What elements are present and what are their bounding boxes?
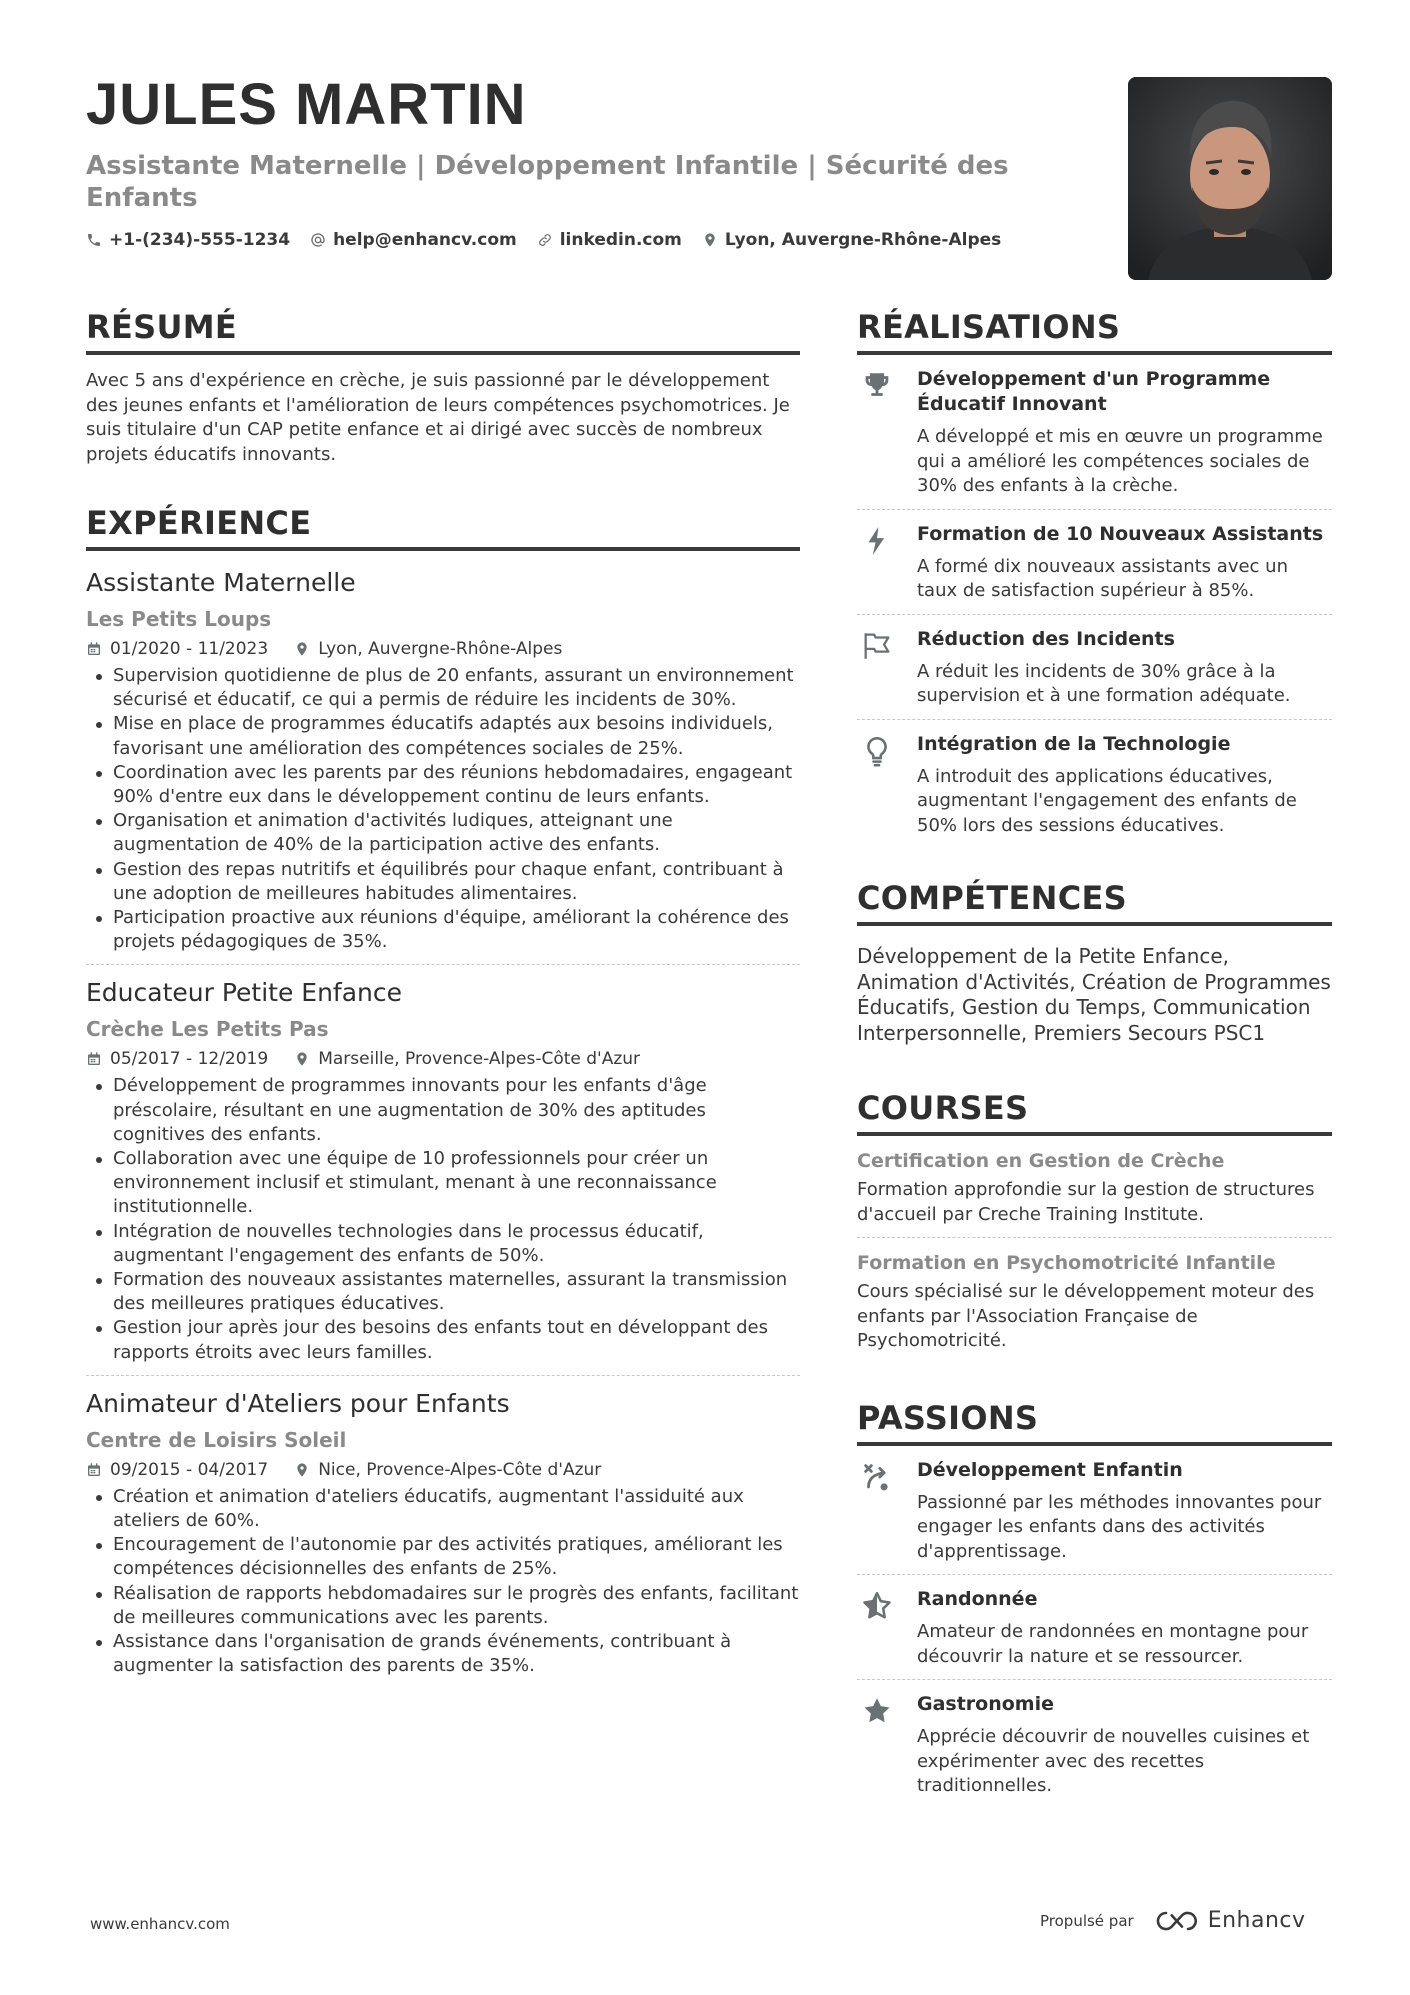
experience-bullets [86,1074,800,1364]
email-text: help@enhancv.com [333,230,517,250]
experience-company: Les Petits Loups [86,607,272,631]
passion-desc: Amateur de randonnées en montagne pour découvrir la nature et se ressourcer. [917,1621,1309,1667]
at-icon [310,232,326,248]
contact-bar [86,230,1086,250]
passions-heading: PASSIONS [857,1398,1332,1446]
experience-location [294,1047,640,1071]
location-text: Marseille, Provence-Alpes-Côte d'Azur [318,1049,641,1070]
achievement-desc: A introduit des applications éducatives, augmentant l'engagement des enfants de 50% lors des sessions éducatives. [917,765,1297,836]
bullet-item: Développement de programmes innovants pour les enfants d'âge préscolaire, résultant en une augmentation de 30% des aptitudes cognitives des enfants. [86,1074,800,1147]
course-title: Certification en Gestion de Crèche [857,1150,1225,1172]
dates-text: 05/2017 - 12/2019 [110,1049,269,1070]
calendar-icon [86,641,102,657]
summary-text: Avec 5 ans d'expérience en crèche, je suis passionné par le développement des jeunes enfants et l'amélioration de leurs compétences psychomotrices. Je suis titulaire d'un CAP petite enfance et ai dirigé avec succès de nombreux projets éducatifs innovants. [86,370,790,465]
achievement-item [857,510,1332,615]
location-pin-icon [702,232,718,248]
bullet-item: Gestion jour après jour des besoins des enfants tout en développant des rapports étroits avec leurs familles. [86,1316,800,1364]
contact-location [702,230,1001,250]
location-pin-icon [294,641,310,657]
brand-text: Enhancv [1207,1908,1306,1933]
flag-icon [857,627,897,709]
course-title: Formation en Psychomotricité Infantile [857,1252,1276,1274]
achievement-title: Formation de 10 Nouveaux Assistants [917,522,1324,545]
candidate-name: JULES MARTIN [86,72,527,137]
experience-dates [86,1047,268,1071]
experience-item [86,964,800,1364]
achievement-item [857,615,1332,720]
passion-item [857,1680,1332,1809]
experience-role: Animateur d'Ateliers pour Enfants [86,1388,510,1418]
achievements-heading: RÉALISATIONS [857,307,1332,355]
contact-email[interactable] [310,230,517,250]
passion-title: Randonnée [917,1588,1038,1610]
experience-dates [86,1458,268,1482]
enhancv-logo[interactable] [1154,1908,1306,1933]
passion-title: Développement Enfantin [917,1458,1183,1481]
experience-item [86,567,800,954]
star-filled-icon [857,1692,897,1799]
bullet-item: Formation des nouveaux assistantes maternelles, assurant la transmission des meilleures pratiques éducatives. [86,1268,800,1316]
courses-list [857,1136,1332,1364]
header [86,74,1086,250]
contact-linkedin[interactable] [537,230,682,250]
trophy-icon [857,367,897,499]
experience-meta [86,1458,800,1482]
achievement-title: Développement d'un Programme Éducatif Innovant [917,368,1271,415]
link-icon [537,232,553,248]
bullet-item: Organisation et animation d'activités ludiques, atteignant une augmentation de 40% de la participation active des enfants. [86,809,800,857]
passion-title: Gastronomie [917,1693,1055,1715]
lightning-icon [857,522,897,604]
skills-text: Développement de la Petite Enfance, Animation d'Activités, Création de Programmes Éducatifs, Gestion du Temps, Communication Interpersonnelle, Premiers Secours PSC1 [857,944,1331,1045]
passion-desc: Passionné par les méthodes innovantes pour engager les enfants dans des activités d'apprentissage. [917,1491,1322,1562]
contact-phone[interactable] [86,230,290,250]
achievement-title: Réduction des Incidents [917,627,1175,650]
phone-text: +1-(234)-555-1234 [109,230,291,250]
strategy-icon [857,1458,897,1565]
experience-meta [86,637,800,661]
course-item [857,1136,1332,1238]
dates-text: 01/2020 - 11/2023 [110,639,269,659]
bullet-item: Gestion des repas nutritifs et équilibrés pour chaque enfant, contribuant à une adoption de meilleures habitudes alimentaires. [86,858,800,906]
location-text: Lyon, Auvergne-Rhône-Alpes [724,230,1002,250]
location-text: Lyon, Auvergne-Rhône-Alpes [318,639,563,659]
experience-bullets [86,1485,800,1679]
achievement-desc: A formé dix nouveaux assistants avec un taux de satisfaction supérieur à 85%. [917,555,1288,601]
experience-role: Educateur Petite Enfance [86,978,403,1008]
skills-heading: COMPÉTENCES [857,878,1332,926]
calendar-icon [86,1462,102,1478]
achievement-desc: A réduit les incidents de 30% grâce à la supervision et à une formation adéquate. [917,660,1291,706]
location-pin-icon [294,1462,310,1478]
experience-dates [86,637,268,661]
course-desc: Formation approfondie sur la gestion de structures d'accueil par Creche Training Institute. [857,1179,1315,1225]
achievement-item [857,355,1332,510]
bullet-item: Réalisation de rapports hebdomadaires sur le progrès des enfants, facilitant de meilleures communications avec les parents. [86,1582,800,1630]
experience-meta [86,1047,800,1071]
footer-website[interactable]: www.enhancv.com [90,1915,230,1933]
profile-photo [1128,77,1332,280]
passions-list [857,1446,1332,1809]
calendar-icon [86,1051,102,1067]
bullet-item: Collaboration avec une équipe de 10 professionnels pour créer un environnement inclusif et stimulant, menant à une reconnaissance institutionnelle. [86,1147,800,1220]
experience-heading: EXPÉRIENCE [86,503,800,551]
achievement-title: Intégration de la Technologie [917,732,1231,755]
enhancv-logo-icon [1154,1909,1200,1933]
footer-branding [1040,1908,1306,1933]
location-text: Nice, Provence-Alpes-Côte d'Azur [318,1459,602,1480]
achievement-item [857,720,1332,849]
achievements-list [857,355,1332,848]
experience-location [294,637,562,661]
passion-desc: Apprécie découvrir de nouvelles cuisines et expérimenter avec des recettes traditionnelles. [917,1726,1310,1796]
star-outline-icon [857,1587,897,1669]
experience-bullets [86,664,800,954]
summary-heading: RÉSUMÉ [86,307,800,355]
passion-item [857,1575,1332,1680]
bullet-item: Mise en place de programmes éducatifs adaptés aux besoins individuels, favorisant une amélioration des compétences sociales de 25%. [86,712,800,760]
bullet-item: Intégration de nouvelles technologies dans le processus éducatif, augmentant l'engagement des enfants de 50%. [86,1220,800,1268]
passion-item [857,1446,1332,1576]
powered-by-text: Propulsé par [1040,1911,1134,1930]
bullet-item: Création et animation d'ateliers éducatifs, augmentant l'assiduité aux ateliers de 60%. [86,1485,800,1533]
bullet-item: Supervision quotidienne de plus de 20 enfants, assurant un environnement sécurisé et éducatif, ce qui a permis de réduire les incidents de 30%. [86,664,800,712]
right-column [857,307,1332,1809]
experience-company: Crèche Les Petits Pas [86,1017,329,1042]
experience-company: Centre de Loisirs Soleil [86,1427,347,1452]
location-pin-icon [294,1051,310,1067]
experience-item [86,1375,800,1679]
bullet-item: Coordination avec les parents par des réunions hebdomadaires, engageant 90% d'entre eux dans le développement continu de leurs enfants. [86,761,800,809]
linkedin-text: linkedin.com [559,230,682,250]
candidate-subtitle: Assistante Maternelle | Développement Infantile | Sécurité des Enfants [86,151,1009,213]
course-item [857,1238,1332,1364]
dates-text: 09/2015 - 04/2017 [110,1459,269,1480]
left-column [86,307,800,1679]
bullet-item: Encouragement de l'autonomie par des activités pratiques, améliorant les compétences décisionnelles des enfants de 25%. [86,1533,800,1581]
courses-heading: COURSES [857,1088,1332,1136]
phone-icon [86,232,102,248]
experience-location [294,1458,601,1482]
lightbulb-icon [857,732,897,839]
bullet-item: Participation proactive aux réunions d'équipe, améliorant la cohérence des projets pédagogiques de 35%. [86,906,800,954]
course-desc: Cours spécialisé sur le développement moteur des enfants par l'Association Française de Psychomotricité. [857,1281,1315,1351]
bullet-item: Assistance dans l'organisation de grands événements, contribuant à augmenter la satisfaction des parents de 35%. [86,1630,800,1678]
experience-role: Assistante Maternelle [86,568,356,597]
achievement-desc: A développé et mis en œuvre un programme qui a amélioré les compétences sociales de 30% des enfants à la crèche. [917,426,1323,496]
